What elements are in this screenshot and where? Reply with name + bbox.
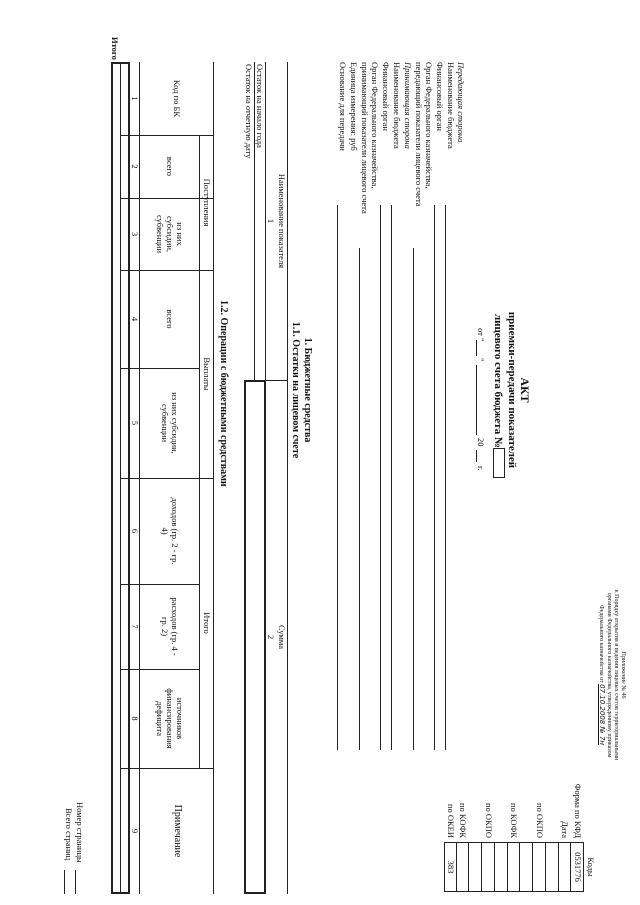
s12-num-3: 3 xyxy=(130,231,140,237)
s11-num-2: 2 xyxy=(266,634,277,640)
year-line xyxy=(476,450,477,462)
s12-total: Итого xyxy=(202,612,212,634)
label-budget-name-2: Наименование бюджета xyxy=(392,62,402,149)
label-fin-organ-2: Финансовый орган xyxy=(381,62,391,131)
section-1-title: 1. Бюджетные средства xyxy=(302,337,313,443)
s12-num-1: 1 xyxy=(130,96,140,101)
codes-row-label: по КОФК xyxy=(509,802,520,838)
appendix-line-1: Приложение № 46 xyxy=(620,651,626,699)
codes-header: Коды xyxy=(586,857,596,877)
section-1-2-title: 1.2. Операции с бюджетными средствами xyxy=(218,300,229,487)
year-prefix: 20 xyxy=(476,438,486,447)
fill-line-fk-organ xyxy=(413,248,414,750)
appendix-date: 07.10.2008 № 7н xyxy=(598,684,606,745)
account-number-box xyxy=(493,448,505,478)
s12-sources: источников финансирования дефицита xyxy=(155,688,185,749)
s12-expense: расходов (гр. 4 - гр. 2) xyxy=(160,597,180,656)
s12-d-v8 xyxy=(121,768,130,769)
s12-note: Примечание xyxy=(172,804,183,858)
s12-receipts-sub: из них субсидии, субвенции xyxy=(155,214,185,254)
label-transferring: Передающая сторона xyxy=(456,62,466,143)
codes-row-label: по ОКПО xyxy=(483,802,494,838)
codes-row-label: Форма по КФД xyxy=(573,783,583,838)
s12-d-v7 xyxy=(121,669,130,670)
codes-row-value: 0531776 xyxy=(573,852,583,882)
doc-title: АКТ xyxy=(518,377,532,403)
codes-row-divider xyxy=(519,842,520,892)
s12-d-v5 xyxy=(121,478,130,479)
s12-income: доходов (гр. 2 - гр. 4) xyxy=(160,497,180,565)
fill-line-fin-organ xyxy=(434,205,435,750)
codes-box xyxy=(444,842,584,892)
total-pages-label: Всего страниц xyxy=(64,808,74,861)
s11-col-name: Наименование показателя xyxy=(277,173,287,269)
label-receiving: Принимающая сторона xyxy=(403,62,413,149)
codes-row-divider xyxy=(570,842,571,892)
appendix-line-4-text: Федерального казначейства от xyxy=(598,605,604,683)
appendix-note xyxy=(597,535,626,815)
fill-line-budget xyxy=(445,205,446,750)
label-fin-organ: Финансовый орган xyxy=(435,62,445,131)
codes-row-divider xyxy=(468,842,469,892)
doc-title-line2: приемки-передачи показателей xyxy=(506,311,518,469)
year-suffix: г. xyxy=(476,466,486,471)
date-quote: " xyxy=(476,358,486,362)
s11-row-current: Остаток на отчетную дату xyxy=(244,64,254,159)
fill-line-basis xyxy=(337,205,338,750)
codes-row-label: по ОКЕИ xyxy=(445,803,456,838)
s12-d-v6 xyxy=(121,584,130,585)
fill-line-fk-organ-2 xyxy=(359,248,360,750)
s11-col-sum: Сумма xyxy=(277,624,287,650)
label-fk-organ-1: Орган Федерального казначейства, xyxy=(424,62,434,189)
label-fk-organ2-2: принимающий показатели лицевого счета xyxy=(360,62,370,214)
s11-sum-box xyxy=(244,380,266,894)
s12-d-v3 xyxy=(121,270,130,271)
label-budget-name: Наименование бюджета xyxy=(446,62,456,149)
section-1-1-title: 1.1. Остатки на лицевом счете xyxy=(290,321,301,459)
s12-num-5: 5 xyxy=(130,420,140,426)
s11-row-start: Остаток на начало года xyxy=(255,64,265,148)
s12-d-v1 xyxy=(121,135,130,136)
fill-line-budget-2 xyxy=(391,205,392,750)
s12-d-v4 xyxy=(121,368,130,369)
s11-num-1: 1 xyxy=(266,218,277,224)
codes-row-divider xyxy=(494,842,495,892)
label-unit: Единица измерения: руб xyxy=(349,62,359,151)
appendix-line-2: к Порядку открытия и ведения лицевых счетов территориальными xyxy=(613,589,619,761)
day-line xyxy=(476,340,477,356)
s12-payments: Выплаты xyxy=(202,357,212,391)
codes-row-divider xyxy=(507,842,508,892)
total-pages-line xyxy=(64,870,65,894)
label-fk-organ2-1: Орган Федерального казначейства, xyxy=(370,62,380,189)
s12-num-6: 6 xyxy=(130,528,140,534)
codes-row-divider xyxy=(558,842,559,892)
appendix-line-4 xyxy=(597,535,605,815)
s12-num-2: 2 xyxy=(130,164,140,169)
appendix-line-3: органами Федерального казначейства, утвержденному приказом xyxy=(606,592,612,758)
date-prefix: от " xyxy=(476,328,486,342)
s12-payments-sub: из них субсидии, субвенции xyxy=(160,392,180,454)
s12-receipts: Поступления xyxy=(202,178,212,227)
codes-row-label: Дата xyxy=(560,821,571,838)
codes-row-divider xyxy=(456,842,457,892)
page-number-label: Номер страницы xyxy=(75,802,85,863)
s12-itogo-line xyxy=(120,62,121,894)
fill-line-fin-organ-2 xyxy=(380,205,381,750)
s12-itogo-label: Итого xyxy=(110,37,120,60)
page-number-line xyxy=(75,870,76,894)
codes-row-value: 383 xyxy=(445,860,456,874)
s12-receipts-all: всего xyxy=(165,156,175,177)
s11-row-divider xyxy=(254,62,255,380)
label-basis: Основание для передачи xyxy=(338,62,348,151)
codes-row-divider xyxy=(481,842,482,892)
codes-row-label: по ОКПО xyxy=(534,802,545,838)
doc-title-line3: лицевого счета бюджета № xyxy=(492,314,504,448)
codes-row-divider xyxy=(532,842,533,892)
s12-num-9: 9 xyxy=(130,828,140,834)
label-fk-organ-2: передающий показатели лицевого счета xyxy=(414,62,424,207)
s12-d-v2 xyxy=(121,198,130,199)
codes-row-label: по КОФК xyxy=(458,802,469,838)
s12-kbk: Код по БК xyxy=(172,79,182,118)
s12-payments-all: всего xyxy=(165,309,175,329)
month-line xyxy=(476,365,477,435)
codes-row-divider xyxy=(545,842,546,892)
s12-num-8: 8 xyxy=(130,716,140,721)
s12-num-4: 4 xyxy=(130,316,140,322)
s12-num-7: 7 xyxy=(130,624,140,629)
